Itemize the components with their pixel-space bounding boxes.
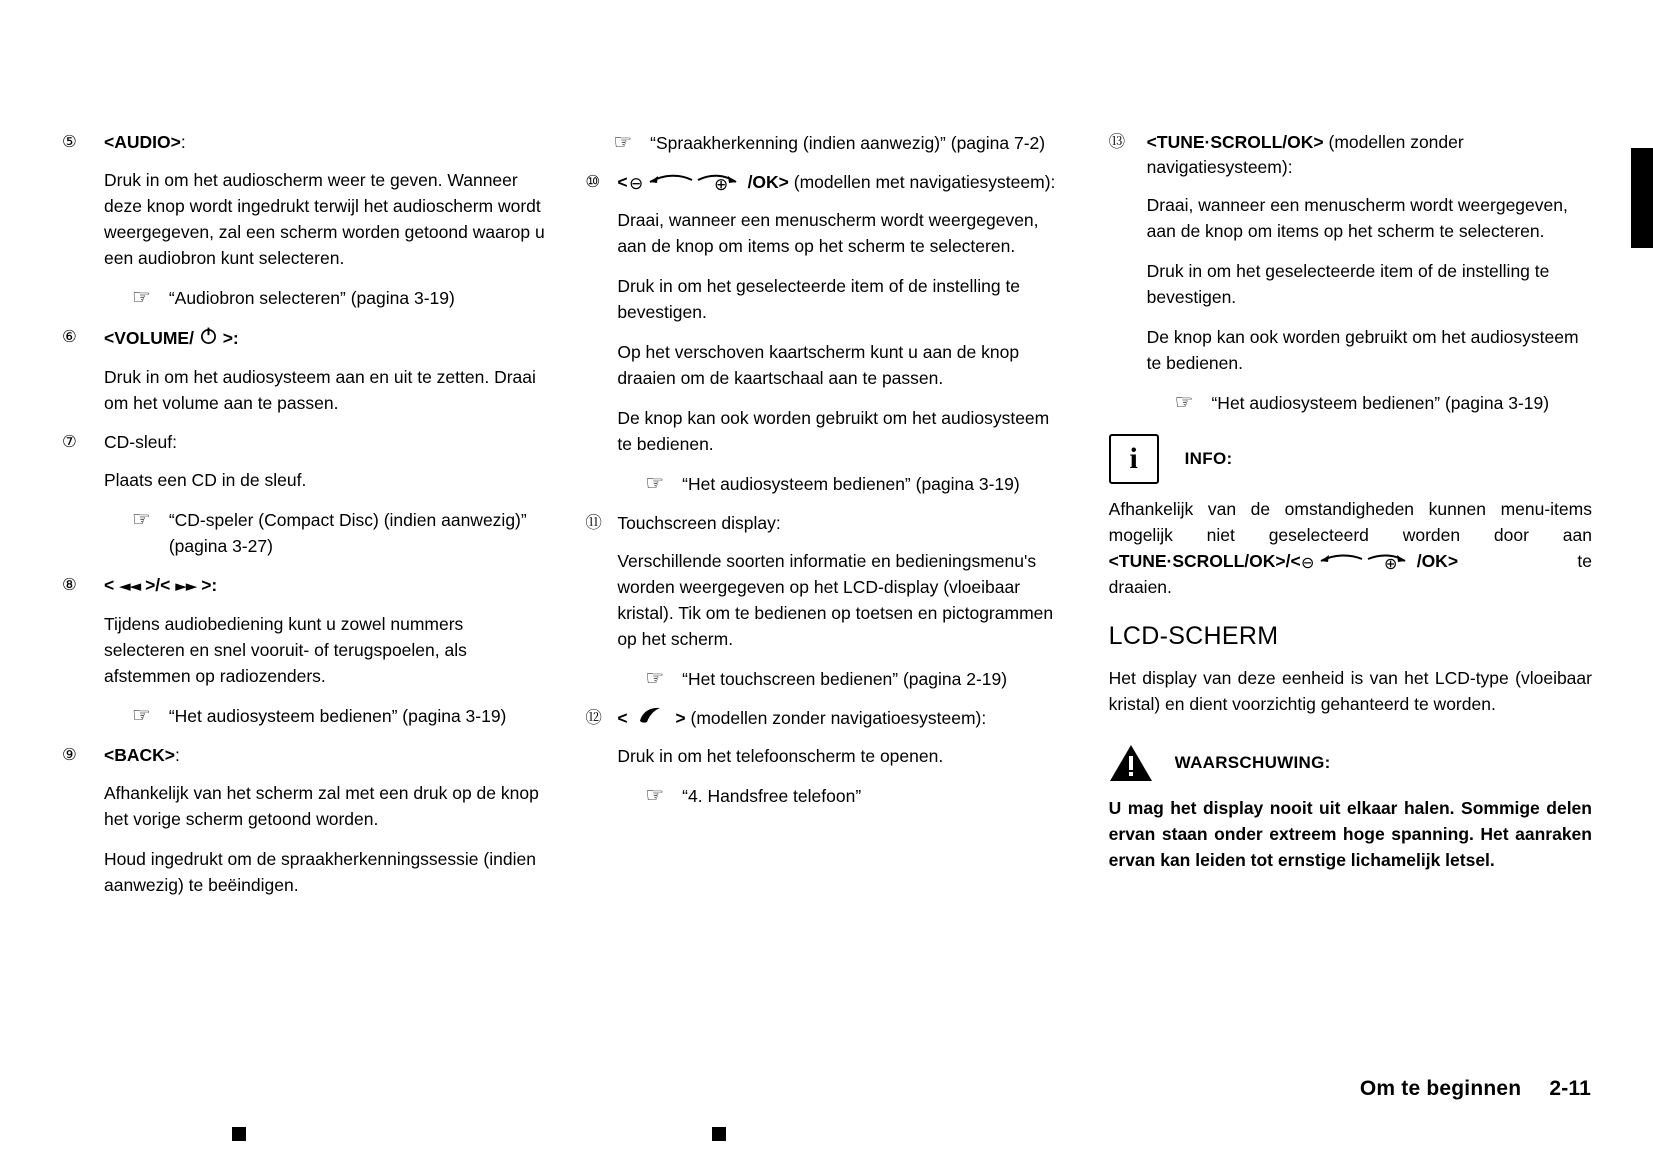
svg-text:⊖: ⊖ — [628, 174, 643, 195]
info-text-before: Afhankelijk van de omstandigheden kunnen menu-items mogelijk niet geselecteerd worden door aan — [1108, 499, 1592, 545]
list-item — [62, 130, 545, 311]
column-3 — [1109, 130, 1592, 912]
footer-page-number: 2-11 — [1549, 1077, 1591, 1100]
item-heading-suffix: : — [175, 745, 180, 765]
next-track-icon: ►► — [175, 577, 197, 595]
item-heading — [104, 130, 545, 155]
power-icon — [199, 326, 218, 353]
list-item — [1109, 130, 1592, 416]
item-heading-bold: /OK> — [747, 172, 789, 192]
item-number: ⑫ — [585, 709, 602, 728]
hand-pointer-icon: ☞ — [613, 131, 633, 154]
item-paragraph: Op het verschoven kaartscherm kunt u aan de knop draaien om de kaartschaal aan te passen. — [617, 342, 1020, 389]
item-heading: < ⊖ ⊕ /OK> (modellen met navigatiesysteem): — [617, 172, 1056, 196]
warning-triangle-icon — [1109, 743, 1153, 783]
lcd-paragraph: Het display van deze eenheid is van het LCD-type (vloeibaar kristal) en dient voorzichtig gehanteerd te worden. — [1108, 668, 1592, 714]
item-paragraph: Verschillende soorten informatie en bedieningsmenu's worden weergegeven op het LCD-display (vloeibaar kristal). Tik om te bedienen op toetsen en pictogrammen op het scherm. — [617, 551, 1054, 650]
hand-pointer-icon: ☞ — [1174, 391, 1194, 414]
info-bold-1: <TUNE·SCROLL/OK>/< — [1108, 551, 1301, 571]
hand-pointer-icon: ☞ — [132, 508, 151, 531]
warning-text: U mag het display nooit uit elkaar halen. Sommige delen ervan staan onder extreem hoge spanning. Het aanraken ervan kan leiden tot ernstige lichamelijk letsel. — [1108, 798, 1592, 870]
list-item — [585, 706, 1068, 809]
info-box-title: INFO: — [1184, 449, 1233, 468]
phone-icon — [632, 707, 670, 729]
item-heading — [1147, 130, 1592, 180]
item-heading: CD-sleuf: — [104, 432, 177, 452]
list-item — [62, 743, 545, 898]
item-heading-bold: <BACK> — [104, 745, 175, 765]
item-number: ⑩ — [585, 173, 601, 191]
cross-reference — [132, 703, 545, 729]
cross-reference-text: “4. Handsfree telefoon” — [682, 786, 862, 807]
item-heading-suffix: (modellen zonder navigatiesysteem): — [1146, 132, 1464, 177]
item-paragraph: Houd ingedrukt om de spraakherkenningssessie (indien aanwezig) te beëindigen. — [104, 849, 536, 895]
cross-reference — [645, 666, 1068, 692]
warning-title: WAARSCHUWING: — [1174, 753, 1331, 772]
list-item — [585, 170, 1068, 497]
item-number: ⑬ — [1108, 133, 1126, 151]
info-box-text — [1109, 496, 1592, 600]
hand-pointer-icon: ☞ — [645, 667, 665, 691]
crop-mark — [232, 1127, 246, 1141]
info-box — [1109, 434, 1592, 600]
item-heading: < ◄◄ >/< ►► >: — [104, 575, 218, 595]
tune-knob-icon — [628, 171, 748, 195]
item-paragraph: De knop kan ook worden gebruikt om het audiosysteem te bedienen. — [1146, 327, 1579, 373]
info-text-after-1: te — [1577, 551, 1592, 571]
hand-pointer-icon: ☞ — [645, 784, 665, 808]
item-heading-bold: <TUNE·SCROLL/OK> — [1146, 132, 1324, 152]
info-bold-2: /OK> — [1416, 551, 1459, 571]
page-edge-tab — [1631, 148, 1653, 248]
list-item — [585, 511, 1068, 692]
item-paragraph: Plaats een CD in de sleuf. — [104, 470, 307, 490]
info-text-after-2: draaien. — [1108, 577, 1172, 597]
item-heading — [104, 743, 545, 768]
hand-pointer-icon: ☞ — [645, 472, 665, 496]
page-columns — [62, 130, 1592, 912]
column-1 — [62, 130, 545, 912]
cross-reference-text: “Spraakherkenning (indien aanwezig)” (pagina 7-2) — [650, 133, 1046, 153]
info-box-header — [1109, 434, 1592, 484]
cross-reference-text: “CD-speler (Compact Disc) (indien aanwezig)” (pagina 3-27) — [168, 510, 527, 556]
footer-section-title: Om te beginnen — [1359, 1077, 1522, 1100]
column-2 — [585, 130, 1068, 912]
cross-reference — [132, 285, 545, 311]
item-number: ⑦ — [62, 433, 77, 451]
cross-reference — [645, 471, 1068, 497]
item-paragraph: Druk in om het telefoonscherm te openen. — [617, 746, 944, 767]
cross-reference — [645, 783, 1068, 809]
item-paragraph: Druk in om het geselecteerde item of de instelling te bevestigen. — [1146, 261, 1550, 307]
item-heading-bold: <AUDIO> — [104, 132, 181, 152]
cross-reference — [613, 130, 1068, 156]
item-paragraph: Druk in om het audiosysteem aan en uit te zetten. Draai om het volume aan te passen. — [104, 367, 536, 413]
page-footer — [1360, 1077, 1591, 1101]
cross-reference — [1175, 390, 1592, 416]
item-heading-suffix: : — [180, 132, 186, 152]
hand-pointer-icon: ☞ — [132, 704, 151, 727]
item-heading-suffix: (modellen zonder navigatioesysteem): — [685, 708, 987, 729]
item-paragraph: Draai, wanneer een menuscherm wordt weergegeven, aan de knop om items op het scherm te selecteren. — [617, 210, 1039, 257]
svg-text:⊕: ⊕ — [1383, 554, 1398, 574]
item-paragraph: Druk in om het audioscherm weer te geven. Wanneer deze knop wordt ingedrukt terwijl het audioscherm wordt weergegeven, zal een scherm worden getoond waarop u een audiobron kunt selecteren. — [104, 170, 545, 268]
item-heading-suffix: >: — [222, 328, 239, 348]
item-paragraph: Tijdens audiobediening kunt u zowel nummers selecteren en snel vooruit- of terugspoelen, als afstemmen op radiozenders. — [104, 614, 467, 686]
cross-reference-text: “Het touchscreen bedienen” (pagina 2-19) — [682, 669, 1008, 690]
svg-text:⊖: ⊖ — [1300, 553, 1315, 573]
item-number: ⑨ — [62, 746, 77, 764]
info-icon: i — [1109, 434, 1159, 484]
item-heading-suffix: (modellen met navigatiesysteem): — [788, 172, 1056, 192]
tune-knob-icon — [1301, 551, 1417, 573]
crop-mark — [712, 1127, 726, 1141]
list-item — [62, 573, 545, 729]
item-paragraph: Draai, wanneer een menuscherm wordt weergegeven, aan de knop om items op het scherm te selecteren. — [1146, 195, 1568, 241]
item-heading-bold: <VOLUME/ — [104, 328, 194, 348]
prev-track-icon: ◄◄ — [119, 577, 141, 595]
cross-reference-text: “Het audiosysteem bedienen” (pagina 3-19) — [1211, 393, 1550, 413]
item-heading: < > (modellen zonder navigatioesysteem): — [617, 708, 987, 729]
warning-header — [1109, 743, 1592, 783]
item-paragraph: De knop kan ook worden gebruikt om het audiosysteem te bedienen. — [617, 408, 1050, 455]
cross-reference-text: “Audiobron selecteren” (pagina 3-19) — [168, 288, 455, 308]
cross-reference-text: “Het audiosysteem bedienen” (pagina 3-19) — [168, 706, 507, 726]
item-heading — [104, 325, 545, 352]
section-title-lcd: LCD-SCHERM — [1108, 622, 1279, 650]
item-number: ⑪ — [585, 514, 602, 533]
item-paragraph: Afhankelijk van het scherm zal met een druk op de knop het vorige scherm getoond worden. — [104, 783, 539, 829]
item-number: ⑧ — [62, 576, 77, 594]
svg-text:⊕: ⊕ — [713, 175, 728, 196]
hand-pointer-icon: ☞ — [132, 286, 151, 309]
item-number: ⑥ — [62, 328, 77, 346]
item-heading: Touchscreen display: — [617, 513, 781, 534]
cross-reference-text: “Het audiosysteem bedienen” (pagina 3-19) — [682, 474, 1020, 495]
item-number: ⑤ — [62, 133, 77, 151]
list-item — [62, 430, 545, 559]
cross-reference — [132, 507, 545, 559]
list-item — [62, 325, 545, 416]
item-paragraph: Druk in om het geselecteerde item of de instelling te bevestigen. — [617, 276, 1021, 323]
